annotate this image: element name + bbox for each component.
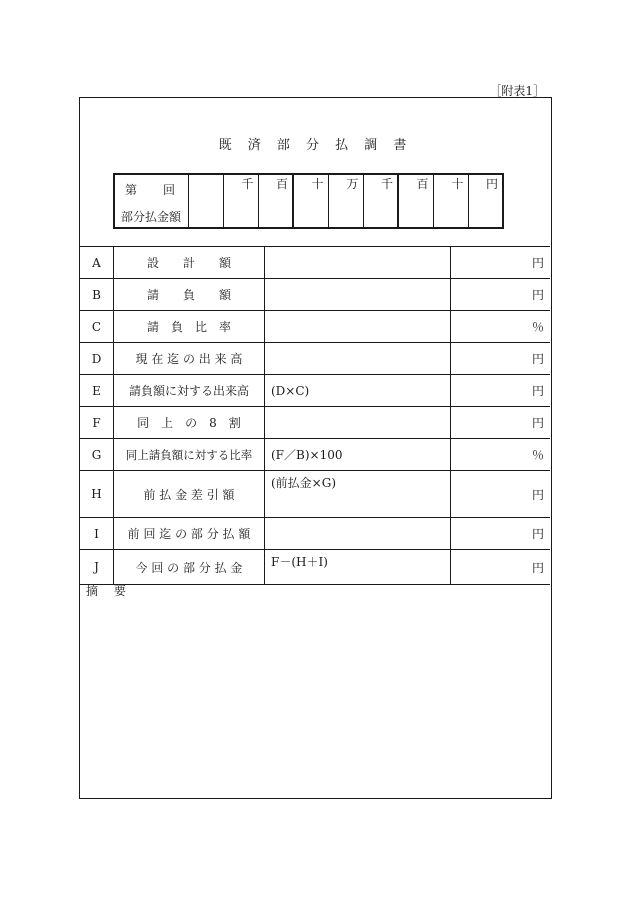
row-unit: 円 <box>451 375 551 407</box>
amount-label-dai: 第 <box>125 183 138 197</box>
row-item: 同上請負額に対する比率 <box>114 439 265 471</box>
attachment-label: ［附表1］ <box>489 84 545 98</box>
amount-label-partial: 部分払金額 <box>121 210 182 224</box>
row-item: 設 計 額 <box>114 247 265 279</box>
amount-label <box>114 174 188 228</box>
row-letter: A <box>80 247 114 279</box>
digit-cell: 円 <box>468 174 503 228</box>
amount-box <box>113 173 504 229</box>
row-unit: ％ <box>451 311 551 343</box>
table-row <box>80 343 550 375</box>
row-letter: D <box>80 343 114 375</box>
digit-cell: 十 <box>433 174 468 228</box>
digit-cell: 万 <box>328 174 363 228</box>
row-formula: F－(H＋I) <box>265 550 451 585</box>
row-unit: 円 <box>451 518 551 550</box>
digit-cell: 百 <box>398 174 433 228</box>
table-row <box>80 407 550 439</box>
digit-cell: 千 <box>223 174 258 228</box>
row-unit: 円 <box>451 247 551 279</box>
row-letter: I <box>80 518 114 550</box>
table-row <box>80 311 550 343</box>
row-item: 同 上 の 8 割 <box>114 407 265 439</box>
amount-label-kai: 回 <box>162 183 175 197</box>
table-row <box>80 518 550 550</box>
form-title: 既 済 部 分 払 調 書 <box>218 138 413 153</box>
row-formula <box>265 518 451 550</box>
row-letter: H <box>80 471 114 518</box>
row-formula <box>265 407 451 439</box>
row-letter: G <box>80 439 114 471</box>
amount-blank-cell <box>188 174 223 228</box>
row-item: 請負額に対する出来高 <box>114 375 265 407</box>
row-formula <box>265 247 451 279</box>
row-letter: F <box>80 407 114 439</box>
calculation-table <box>80 246 550 585</box>
table-row <box>80 279 550 311</box>
row-item: 現 在 迄 の 出 来 高 <box>114 343 265 375</box>
table-row <box>80 550 550 585</box>
digit-cell: 十 <box>293 174 328 228</box>
table-row <box>80 471 550 518</box>
table-row <box>80 375 550 407</box>
row-letter: E <box>80 375 114 407</box>
row-formula <box>265 311 451 343</box>
table-row <box>80 439 550 471</box>
row-formula: (F／B)×100 <box>265 439 451 471</box>
digit-cell: 百 <box>258 174 293 228</box>
digit-cell: 千 <box>363 174 398 228</box>
row-formula <box>265 279 451 311</box>
row-letter: B <box>80 279 114 311</box>
row-formula <box>265 343 451 375</box>
row-unit: 円 <box>451 550 551 585</box>
row-unit: ％ <box>451 439 551 471</box>
row-item: 前 回 迄 の 部 分 払 額 <box>114 518 265 550</box>
row-unit: 円 <box>451 471 551 518</box>
row-item: 今 回 の 部 分 払 金 <box>114 550 265 585</box>
memo-label: 摘 要 <box>86 584 132 598</box>
row-unit: 円 <box>451 343 551 375</box>
table-row <box>80 247 550 279</box>
row-unit: 円 <box>451 407 551 439</box>
row-item: 請 負 額 <box>114 279 265 311</box>
row-item: 前 払 金 差 引 額 <box>114 471 265 518</box>
row-letter: C <box>80 311 114 343</box>
row-unit: 円 <box>451 279 551 311</box>
row-formula: (前払金×G) <box>265 471 451 518</box>
row-item: 請 負 比 率 <box>114 311 265 343</box>
form-frame <box>79 97 552 799</box>
row-letter: J <box>80 550 114 585</box>
row-formula: (D×C) <box>265 375 451 407</box>
